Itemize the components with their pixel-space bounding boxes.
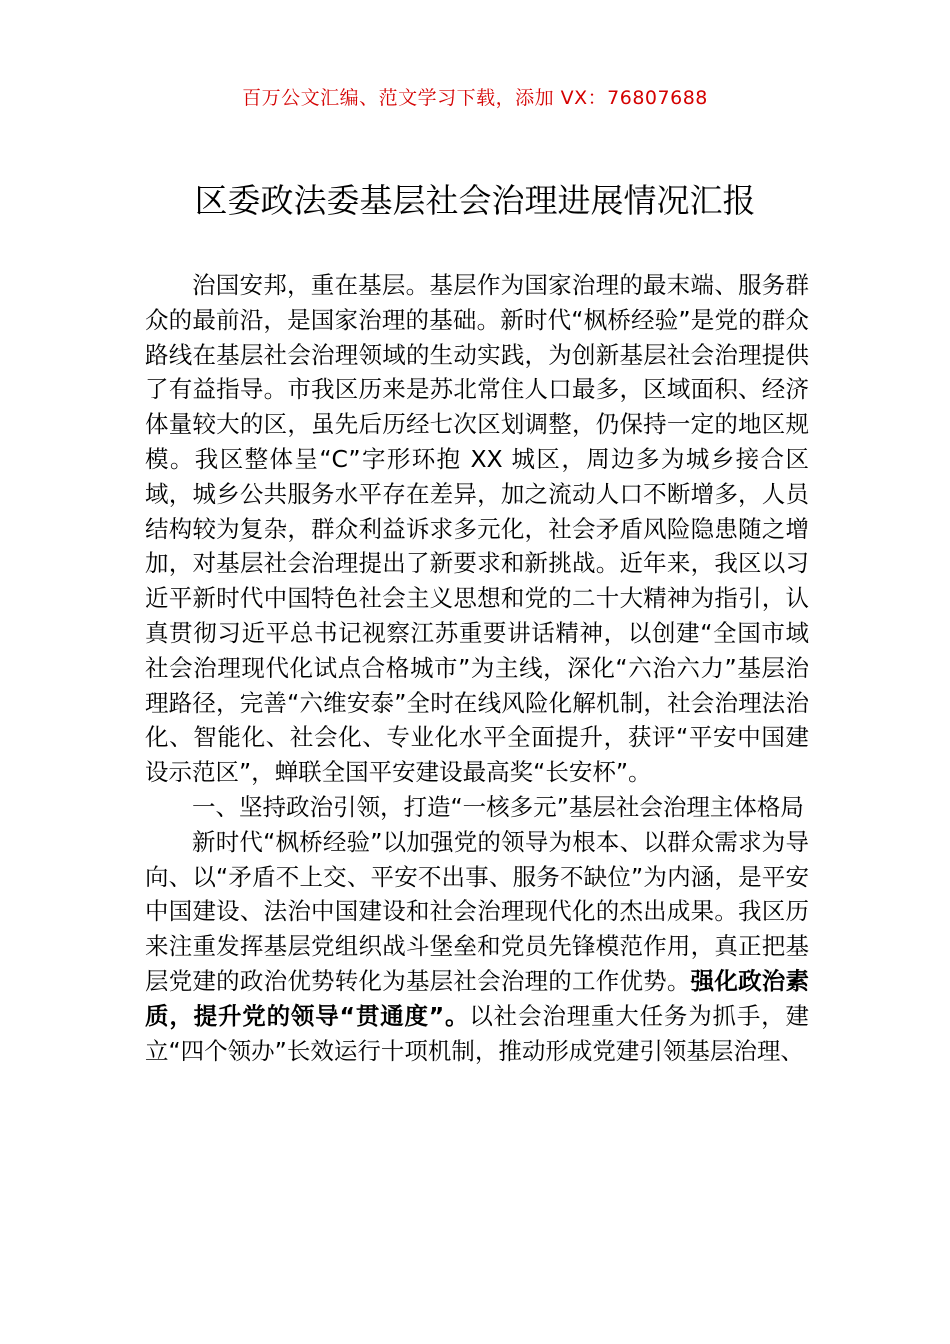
- document-title: 区委政法委基层社会治理进展情况汇报: [194, 181, 756, 220]
- section-heading-1: 一、坚持政治引领，打造“一核多元”基层社会治理主体格局: [192, 792, 804, 821]
- paragraph-intro: 治国安邦，重在基层。基层作为国家治理的最末端、服务群众的最前沿，是国家治理的基础。新时代“枫桥经验”是党的群众路线在基层社会治理领域的生动实践，为创新基层社会治理提供了有益指导。市我区历来是苏北常住人口最多，区域面积、经济体量较大的区，虽先后历经七次区划调整，仍保持一定的地区规模。我区整体呈“C”字形环抱 XX 城区，周边多为城乡接合区域，城乡公共服务水平存在差异，加之流动人口不断增多，人员结构较为复杂，群众利益诉求多元化，社会矛盾风险隐患随之增加，对基层社会治理提出了新要求和新挑战。近年来，我区以习近平新时代中国特色社会主义思想和党的二十大精神为指引，认真贯彻习近平总书记视察江苏重要讲话精神，以创建“全国市域社会治理现代化试点合格城市”为主线，深化“六治六力”基层治理路径，完善“六维安泰”全时在线风险化解机制，社会治理法治化、智能化、社会化、专业化水平全面提升，获评“平安中国建设示范区”，蝉联全国平安建设最高奖“长安杯”。: [145, 271, 809, 787]
- paragraph-section-1-text: 新时代“枫桥经验”以加强党的领导为根本、以群众需求为导向、以“矛盾不上交、平安不出事、服务不缺位”为内涵，是平安中国建设、法治中国建设和社会治理现代化的杰出成果。我区历来注重发挥基层党组织战斗堡垒和党员先锋模范作用，真正把基层党建的政治优势转化为基层社会治理的工作优势。: [145, 827, 809, 995]
- paragraph-section-1-bold-lead: 强化政治素质，提升党的领导“贯通度”。: [145, 966, 810, 1030]
- paragraph-section-1-tail: 以社会治理重大任务为抓手，建立“四个领办”长效运行十项机制，推动形成党建引领基层治理、: [145, 1001, 810, 1065]
- header-note: 百万公文汇编、范文学习下载，添加 VX：76807688: [242, 87, 708, 109]
- paragraph-section-1: [145, 825, 809, 1069]
- document-body: [145, 268, 809, 1068]
